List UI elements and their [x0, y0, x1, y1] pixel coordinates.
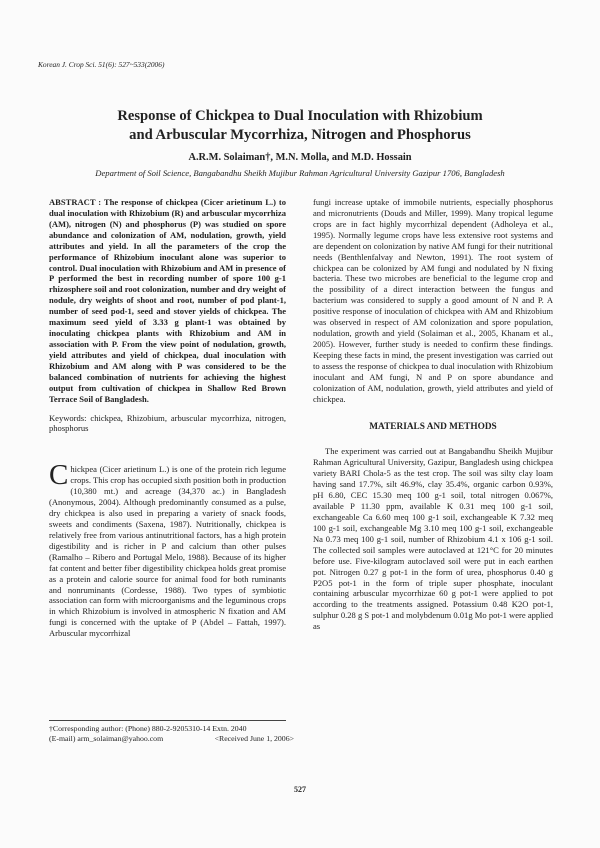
- title-line-1: Response of Chickpea to Dual Inoculation with Rhizobium: [117, 108, 483, 124]
- abstract: ABSTRACT : The response of chickpea (Cicer arietinum L.) to dual inoculation with Rhizobium (R) and arbuscular mycorrhiza (AM), nitrogen (N) and phosphorus (P) was studied on spore abundance and colonization of AM, nodulation, growth, yield attributes and yield. In all the parameters of the crop the performance of Rhizobium inoculant alone was superior to control. Dual inoculation with Rhizobium and AM in presence of P performed the best in recording number of spore 100 g-1 rhizosphere soil and root colonization, number and dry weight of nodule, dry weights of shoot and root, number of pod plant-1, number of seed pod-1, seed and stover yields of chickpea. The maximum seed yield of 3.33 g plant-1 was obtained by inoculating chickpea plants with Rhizobium and AM in association with P. From the view point of nodulation, growth, yield attributes and yield of chickpea, dual inoculation with Rhizobium and AM along with P was considered to be the balanced combination of nutrients for achieving the highest output from cultivation of chickpea in Shallow Red Brown Terrace Soil of Bangladesh.: [49, 197, 286, 404]
- introduction-text: hickpea (Cicer arietinum L.) is one of the protein rich legume crops. This crop has occupied sixth position both in production (10,380 mt.) and acreage (34,370 ac.) in Bangladesh (Anonymous, 2004). Although predominantly consumed as a pulse, dry chickpea is also used in preparing a variety of snack foods, sweets and condiments (Saxena, 1987). Nutritionally, chickpea is relatively free from various antinutritional factors, has a high protein digestibility and is richer in P and calcium than other pulses (Ramalho – Ribero and Portugal Melo, 1988). Because of its higher fat content and better fiber digestibility chickpea holds great promise as a protein and calorie source for animal food for both ruminants and nonruminants (Cordesse, 1988). Two types of symbiotic association can form with microorganisms and the leguminous crops in which Rhizobium is involved in atmospheric N fixation and AM fungi is concerned with the uptake of P (Abdel – Fattah, 1997). Arbuscular mycorrhizal: [49, 464, 286, 639]
- introduction-left: [49, 459, 286, 639]
- journal-citation: Korean J. Crop Sci. 51(6): 527~533(2006): [38, 60, 165, 69]
- footnote: [49, 724, 294, 744]
- corresponding-author: †Corresponding author: (Phone) 880-2-9205310-14 Extn. 2040: [49, 724, 247, 733]
- left-column: [49, 197, 286, 639]
- paper-title: [60, 107, 540, 145]
- page-number: 527: [294, 785, 306, 794]
- methods-text: The experiment was carried out at Bangabandhu Sheikh Mujibur Rahman Agricultural University, Gazipur, Bangladesh using chickpea variety BARI Chola-5 as the test crop. The soil was silty clay loam having sand 17.7%, silt 46.9%, clay 35.4%, organic carbon 0.93%, pH 6.80, CEC 15.30 meq 100 g-1 soil, total nitrogen 0.067%, available P 11.30 ppm, available K 0.31 meq 100 g-1 soil, exchangeable Ca 6.60 meq 100 g-1 soil, exchangeable K 7.32 meq 100 g-1 soil, exchangeable Mg 3.10 meq 100 g-1 soil, exchangeable Na 0.73 meq 100 g-1 soil, number of Rhizobium 4.1 x 106 g-1 soil. The collected soil samples were autoclaved at 121°C for 20 minutes before use. Five-kilogram autoclaved soil were put in each earthen pot. Nitrogen 0.27 g pot-1 in the form of urea, phosphorus 0.40 g P2O5 pot-1 in the form of triple super phosphate, inoculant containing arbuscular mycorrhizae 60 g pot-1 were applied to pot according to the treatments assigned. Potassium 0.48 K2O pot-1, sulphur 0.28 g S pot-1 and molybdenum 0.01g Mo pot-1 were applied as: [313, 446, 553, 632]
- affiliation: Department of Soil Science, Bangabandhu Sheikh Mujibur Rahman Agricultural University Gazipur 1706, Bangladesh: [95, 168, 505, 178]
- footnote-divider: [49, 720, 286, 721]
- received-date: <Received June 1, 2006>: [214, 734, 294, 743]
- right-column: [313, 197, 553, 632]
- author-email: (E-mail) arm_solaiman@yahoo.com: [49, 734, 164, 743]
- authors: A.R.M. Solaiman†, M.N. Molla, and M.D. Hossain: [188, 152, 412, 163]
- introduction-right: fungi increase uptake of immobile nutrients, especially phosphorus and micronutrients (Douds and Miller, 1999). Many tropical legume crops are in fact highly mycorrhizal dependent (Adholeya et al., 1995). Normally legume crops have less extensive root systems and are dependent on colonization by native AM fungi for their nutritional needs (Benthlenfalvay and Newton, 1991). The root system of chickpea can be colonized by AM fungi and nodulated by N fixing bacteria. These two microbes are beneficial to the legume crop and the possibility of a direct interaction between the fungus and bacterium was considered to supply a good amount of N and P. A positive response of inoculation of chickpea with AM and Rhizobium was observed in respect of AM colonization and spore population, nodulation, growth and yield (Solaiman et al., 2005, Khanam et al., 2005). However, further study is needed to confirm these findings. Keeping these facts in mind, the present investigation was carried out to assess the response of chickpea to dual inoculation with Rhizobium inoculant and AM fungi, N and P on spore abundance and colonization of AM, nodulation, growth, yield attributes and yield of chickpea.: [313, 197, 553, 404]
- keywords: Keywords: chickpea, Rhizobium, arbuscular mycorrhiza, nitrogen, phosphorus: [49, 412, 286, 434]
- title-line-2: and Arbuscular Mycorrhiza, Nitrogen and Phosphorus: [129, 127, 471, 143]
- footnote-line-2: [49, 734, 294, 744]
- drop-cap: C: [49, 459, 69, 492]
- section-heading: MATERIALS AND METHODS: [369, 421, 497, 432]
